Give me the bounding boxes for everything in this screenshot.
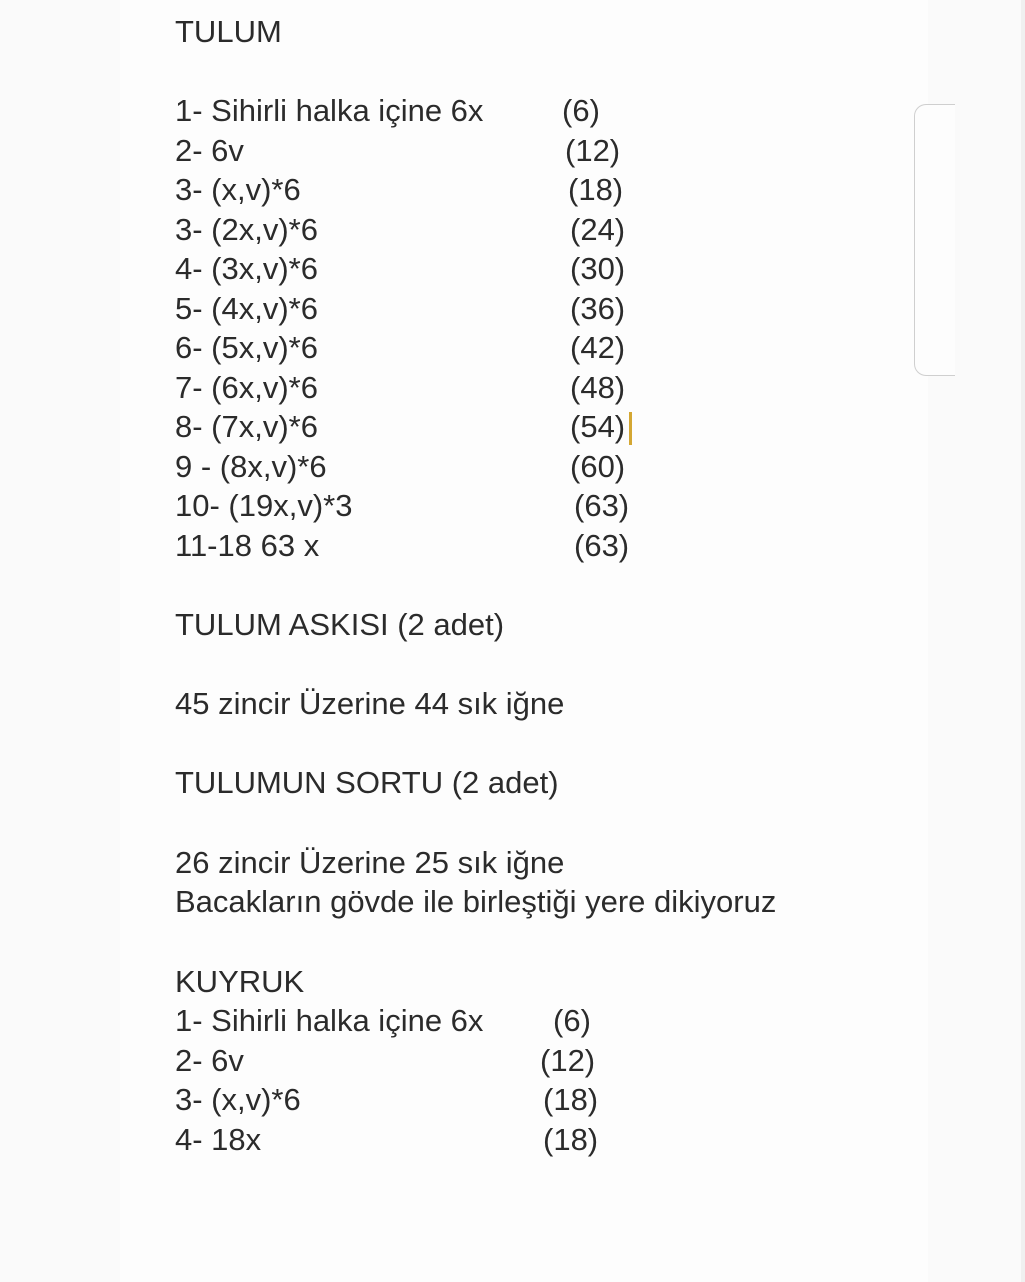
row-count: (12) [540,1043,596,1078]
row-label: 9 - (8x,v)*6 [175,449,327,484]
row-count: (36) [570,291,626,326]
row-count: (60) [570,449,626,484]
edge-panel-handle[interactable] [914,104,955,376]
row-count: (12) [565,133,621,168]
screen-edge [1021,0,1025,1282]
row-count: (6) [553,1003,591,1038]
row-label: 11-18 63 x [175,528,320,563]
row-count: (63) [574,528,630,563]
section-title-askisi: TULUM ASKISI (2 adet) [175,607,505,642]
row-label: 5- (4x,v)*6 [175,291,318,326]
row-count: (18) [568,172,624,207]
row-label: 10- (19x,v)*3 [175,488,353,523]
row-count: (54) [570,409,626,444]
row-count: (30) [570,251,626,286]
row-count: (63) [574,488,630,523]
sortu-line-2: Bacakların gövde ile birleştiği yere dikiyoruz [175,884,777,919]
row-count: (48) [570,370,626,405]
row-label: 4- (3x,v)*6 [175,251,318,286]
section-title-tulum: TULUM [175,14,282,49]
row-label: 2- 6v [175,1043,244,1078]
text-cursor [629,412,632,445]
row-label: 4- 18x [175,1122,262,1157]
row-label: 2- 6v [175,133,244,168]
sortu-line-1: 26 zincir Üzerine 25 sık iğne [175,845,565,880]
row-count: (24) [570,212,626,247]
row-label: 7- (6x,v)*6 [175,370,318,405]
row-label: 1- Sihirli halka içine 6x [175,1003,484,1038]
row-label: 1- Sihirli halka içine 6x [175,93,484,128]
row-count: (6) [562,93,600,128]
row-label: 3- (x,v)*6 [175,1082,301,1117]
section-title-sortu: TULUMUN SORTU (2 adet) [175,765,559,800]
row-count: (42) [570,330,626,365]
row-label: 6- (5x,v)*6 [175,330,318,365]
row-count: (18) [543,1082,599,1117]
row-label: 3- (x,v)*6 [175,172,301,207]
row-label: 8- (7x,v)*6 [175,409,318,444]
row-count: (18) [543,1122,599,1157]
section-title-kuyruk: KUYRUK [175,964,305,999]
askisi-text: 45 zincir Üzerine 44 sık iğne [175,686,565,721]
row-label: 3- (2x,v)*6 [175,212,318,247]
